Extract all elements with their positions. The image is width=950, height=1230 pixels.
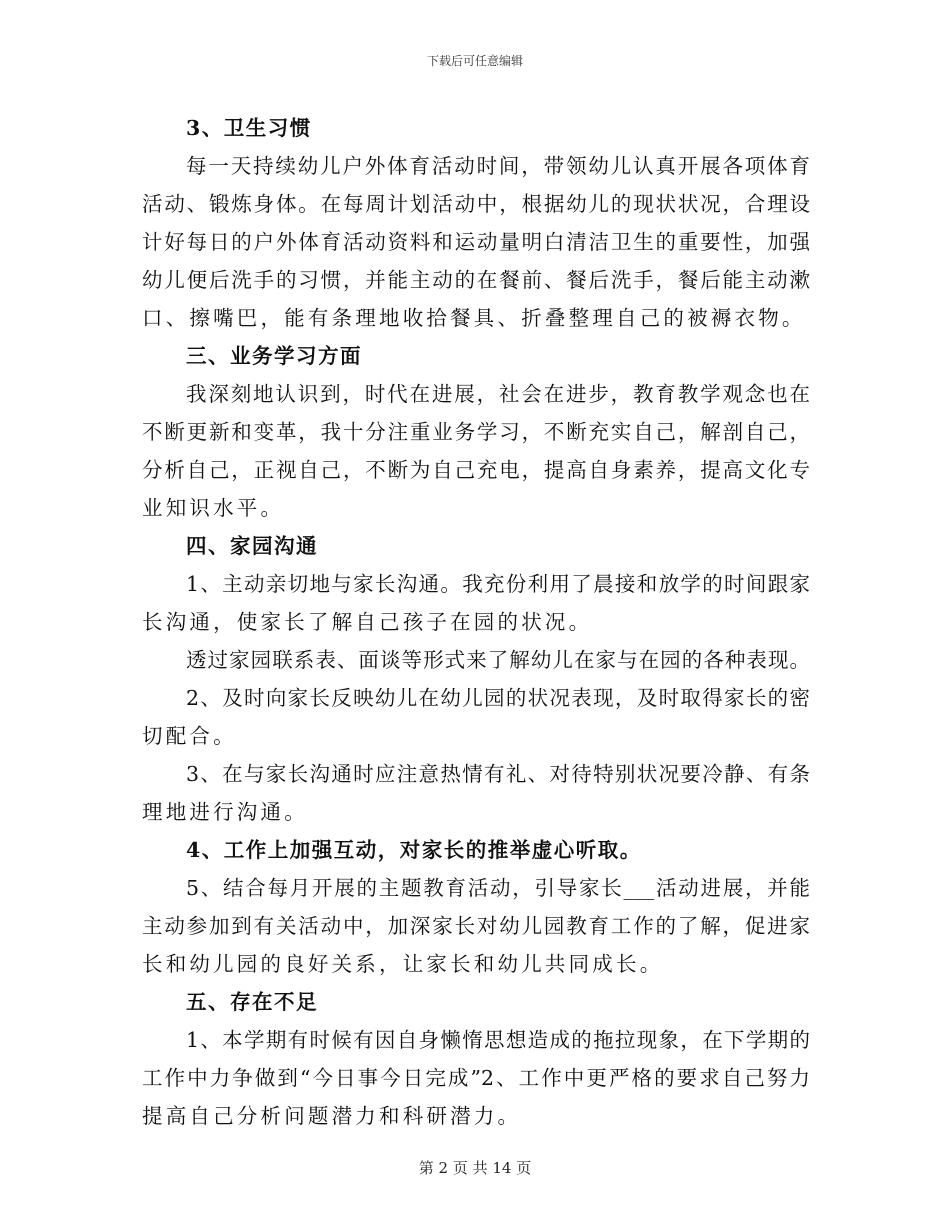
document-line: 理地进行沟通。 — [142, 800, 308, 824]
document-line: 透过家园联系表、面谈等形式来了解幼儿在家与在园的各种表现。 — [186, 648, 810, 672]
document-line: 2、及时向家长反映幼儿在幼儿园的状况表现，及时取得家长的密 — [186, 686, 810, 710]
section-heading: 3、卫生习惯 — [186, 116, 312, 140]
document-line: 我深刻地认识到，时代在进展，社会在进步，教育教学观念也在 — [186, 382, 810, 406]
document-line: 口、擦嘴巴，能有条理地收拾餐具、折叠整理自己的被褥衣物。 — [142, 306, 806, 330]
section-heading: 4、工作上加强互动，对家长的推举虚心听取。 — [186, 838, 642, 862]
document-line: 1、本学期有时候有因自身懒惰思想造成的拖拉现象，在下学期的 — [186, 1028, 810, 1052]
document-line: 长沟通，使家长了解自己孩子在园的状况。 — [142, 610, 593, 634]
page-footer: 第 2 页 共 14 页 — [418, 1159, 532, 1177]
document-line: 幼儿便后洗手的习惯，并能主动的在餐前、餐后洗手，餐后能主动漱 — [142, 268, 810, 292]
document-line: 分析自己，正视自己，不断为自己充电，提高自身素养，提高文化专 — [142, 458, 810, 482]
document-line: 3、在与家长沟通时应注意热情有礼、对待特别状况要冷静、有条 — [186, 762, 810, 786]
section-heading: 五、存在不足 — [186, 990, 318, 1014]
document-line: 业知识水平。 — [142, 496, 285, 520]
document-line: 主动参加到有关活动中，加深家长对幼儿园教育工作的了解，促进家 — [142, 914, 810, 938]
page-header: 下载后可任意编辑 — [426, 54, 523, 68]
section-heading: 四、家园沟通 — [186, 534, 318, 558]
section-heading: 三、业务学习方面 — [186, 344, 362, 368]
document-line: 每一天持续幼儿户外体育活动时间，带领幼儿认真开展各项体育 — [186, 154, 810, 178]
document-line: 切配合。 — [142, 724, 237, 748]
document-line: 计好每日的户外体育活动资料和运动量明白清洁卫生的重要性，加强 — [142, 230, 810, 254]
document-line: 5、结合每月开展的主题教育活动，引导家长___活动进展，并能 — [186, 876, 810, 900]
document-line: 不断更新和变革，我十分注重业务学习，不断充实自己，解剖自己， — [142, 420, 810, 444]
document-line: 1、主动亲切地与家长沟通。我充份利用了晨接和放学的时间跟家 — [186, 572, 810, 596]
document-body — [142, 109, 810, 1135]
document-line: 活动、锻炼身体。在每周计划活动中，根据幼儿的现状状况，合理设 — [142, 192, 810, 216]
document-line: 工作中力争做到“今日事今日完成”2、工作中更严格的要求自己努力 — [142, 1066, 810, 1090]
document-line: 提高自己分析问题潜力和科研潜力。 — [142, 1104, 522, 1128]
document-line: 长和幼儿园的良好关系，让家长和幼儿共同成长。 — [142, 952, 664, 976]
